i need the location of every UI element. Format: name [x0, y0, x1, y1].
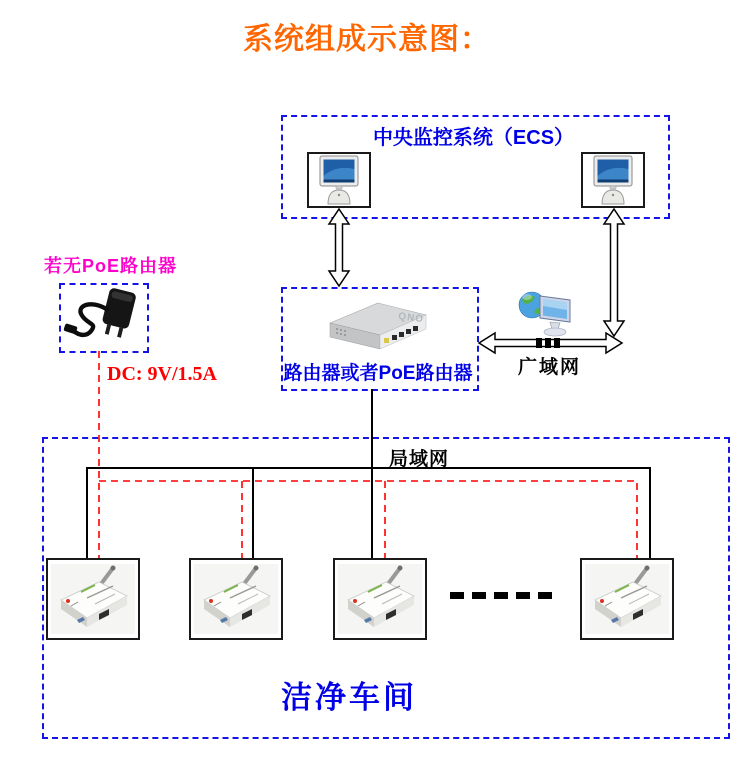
dc-spec-label: DC: 9V/1.5A — [107, 363, 217, 385]
arrow-ecs-wan — [604, 209, 624, 336]
globe-network-icon — [516, 288, 574, 340]
transmitter-device-icon — [194, 564, 278, 634]
transmitter-device-icon — [51, 564, 135, 634]
adapter-note: 若无PoE路由器 — [44, 256, 178, 276]
transmitter-unit-1 — [46, 558, 140, 640]
ecs-box-label: 中央监控系统（ECS） — [372, 127, 575, 149]
router-brand-text: QNO — [397, 311, 425, 326]
workshop-label: 洁净车间 — [281, 680, 417, 715]
lan-label: 局域网 — [389, 449, 450, 470]
page-title: 系统组成示意图： — [243, 23, 491, 56]
arrow-ecs-router — [329, 209, 349, 286]
router-icon — [324, 291, 432, 353]
wan-label: 广域网 — [518, 357, 582, 378]
transmitter-unit-4 — [580, 558, 674, 640]
transmitter-device-icon — [338, 564, 422, 634]
desktop-computer-icon — [590, 155, 636, 205]
transmitter-unit-3 — [333, 558, 427, 640]
workstation-right — [581, 152, 645, 208]
desktop-computer-icon — [316, 155, 362, 205]
workstation-left — [307, 152, 371, 208]
router-box-label: 路由器或者PoE路由器 — [283, 363, 473, 384]
power-adapter-icon — [62, 286, 144, 348]
transmitter-unit-2 — [189, 558, 283, 640]
transmitter-device-icon — [585, 564, 669, 634]
